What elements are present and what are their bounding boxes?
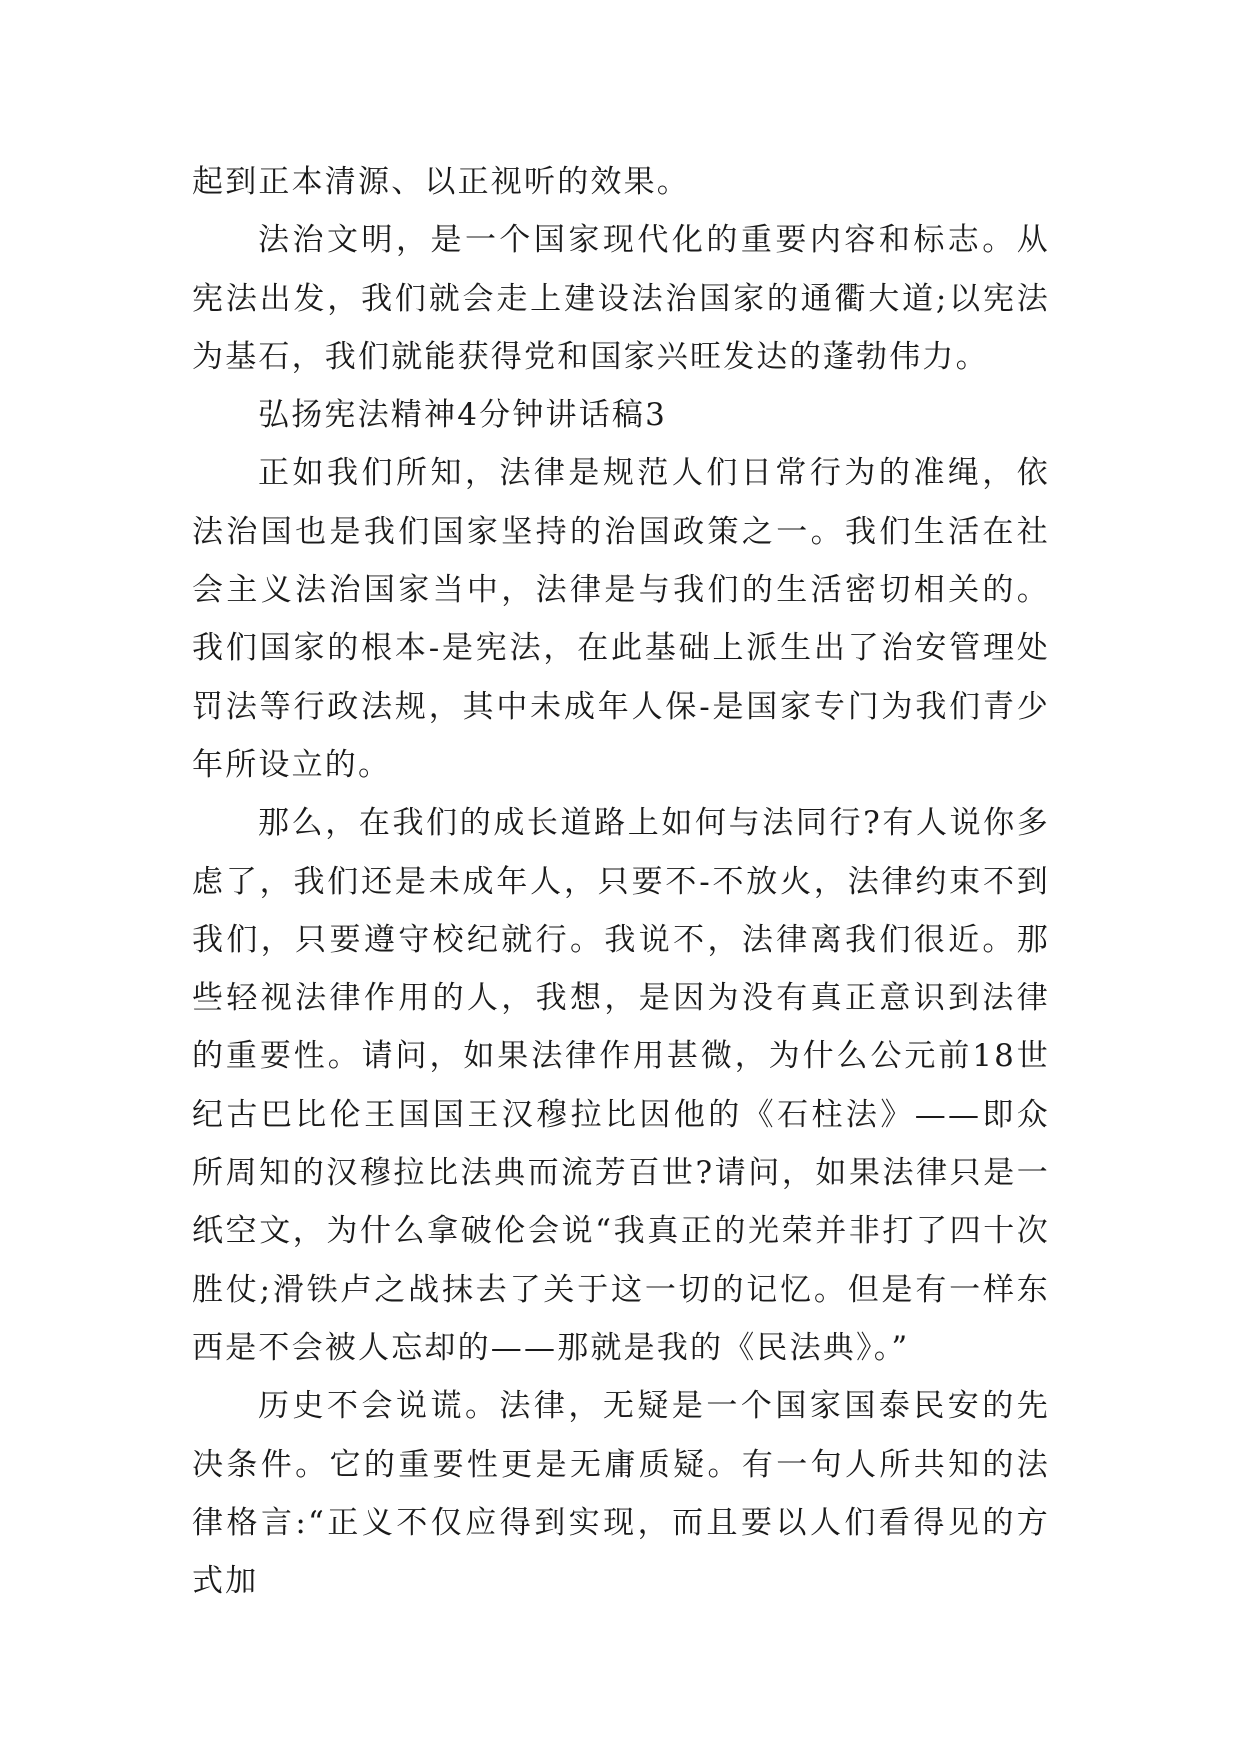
paragraph-1: 起到正本清源、以正视听的效果。	[192, 164, 690, 200]
paragraph-3: 正如我们所知，法律是规范人们日常行为的准绳，依法治国也是我们国家坚持的治国政策之一。我们生活在社会主义法治国家当中，法律是与我们的生活密切相关的。我们国家的根本-是宪法，在此基础上派生出了治安管理处罚法等行政法规，其中未成年人保-是国家专门为我们青少年所设立的。	[192, 455, 1050, 783]
paragraph-4: 那么，在我们的成长道路上如何与法同行?有人说你多虑了，我们还是未成年人，只要不-不放火，法律约束不到我们，只要遵守校纪就行。我说不，法律离我们很近。那些轻视法律作用的人，我想，是因为没有真正意识到法律的重要性。请问，如果法律作用甚微，为什么公元前18世纪古巴比伦王国国王汉穆拉比因他的《石柱法》——即众所周知的汉穆拉比法典而流芳百世?请问，如果法律只是一纸空文，为什么拿破伦会说“我真正的光荣并非打了四十次胜仗;滑铁卢之战抹去了关于这一切的记忆。但是有一样东西是不会被人忘却的——那就是我的《民法典》。”	[192, 805, 1050, 1366]
paragraph-2: 法治文明，是一个国家现代化的重要内容和标志。从宪法出发，我们就会走上建设法治国家的通衢大道;以宪法为基石，我们就能获得党和国家兴旺发达的蓬勃伟力。	[192, 222, 1050, 375]
paragraph-5: 历史不会说谎。法律，无疑是一个国家国泰民安的先决条件。它的重要性更是无庸质疑。有一句人所共知的法律格言:“正义不仅应得到实现，而且要以人们看得见的方式加	[192, 1388, 1050, 1600]
document-body	[192, 153, 1050, 1610]
section-heading: 弘扬宪法精神4分钟讲话稿3	[258, 397, 668, 434]
